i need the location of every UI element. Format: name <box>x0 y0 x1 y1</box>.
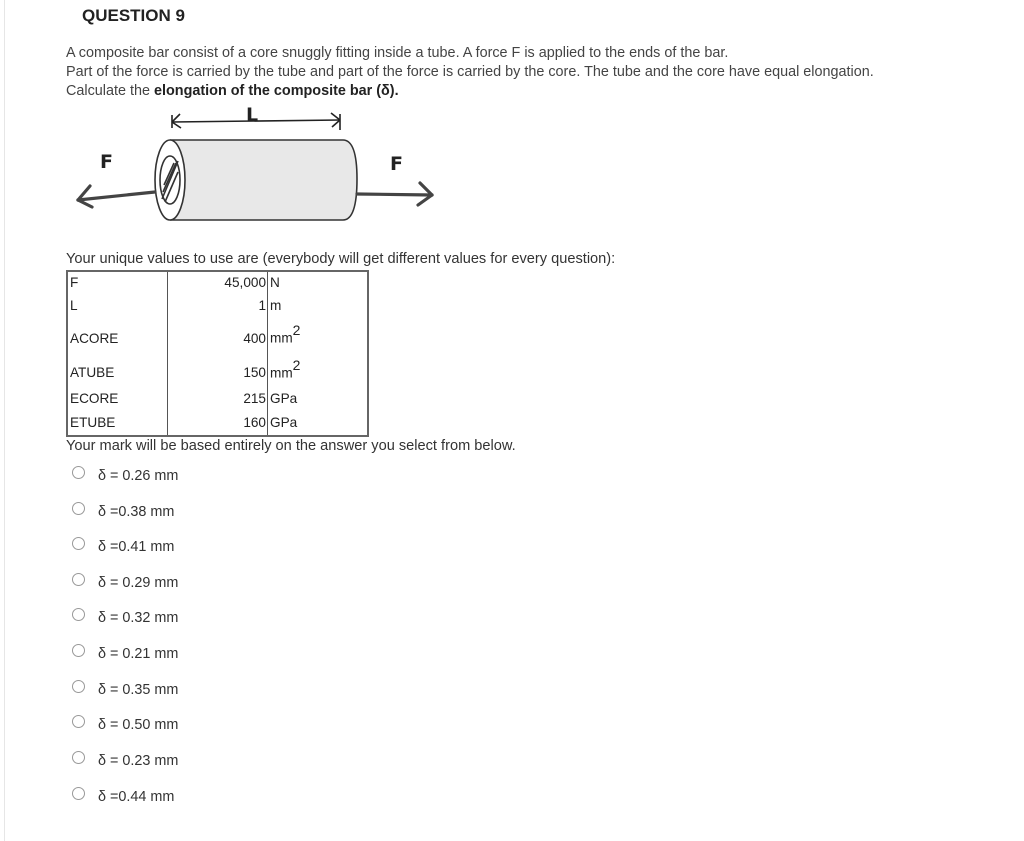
statement-line-3-bold: elongation of the composite bar (δ). <box>154 83 399 99</box>
length-label: L <box>246 106 259 126</box>
statement-line-1: A composite bar consist of a core snuggly fitting inside a tube. A force F is applied to the ends of the bar. <box>66 45 729 61</box>
radio-button[interactable] <box>72 644 85 657</box>
value-number: 45,000 <box>168 271 268 293</box>
composite-bar-figure <box>60 106 460 256</box>
value-unit: GPa <box>268 411 369 436</box>
answer-option-label[interactable]: δ =0.41 mm <box>98 539 175 555</box>
value-unit: m <box>268 293 369 318</box>
radio-button[interactable] <box>72 787 85 800</box>
values-row-f <box>67 271 368 293</box>
answer-option-label[interactable]: δ = 0.21 mm <box>98 646 179 662</box>
radio-button[interactable] <box>72 537 85 550</box>
answer-option[interactable] <box>72 502 174 522</box>
radio-button[interactable] <box>72 466 85 479</box>
question-title: QUESTION 9 <box>82 6 185 25</box>
mark-note: Your mark will be based entirely on the answer you select from below. <box>66 438 516 454</box>
answer-option[interactable] <box>72 573 178 593</box>
radio-button[interactable] <box>72 608 85 621</box>
answer-option[interactable] <box>72 715 178 735</box>
value-name: ACORE <box>70 330 119 346</box>
answer-option-label[interactable]: δ = 0.50 mm <box>98 717 179 733</box>
statement-line-3-prefix: Calculate the <box>66 83 154 99</box>
statement-line-3 <box>66 83 399 99</box>
left-force-arrow <box>78 186 155 207</box>
composite-bar-drawing <box>155 140 357 220</box>
value-number: 1 <box>168 293 268 318</box>
value-name: ECORE <box>70 391 119 407</box>
value-number: 150 <box>168 353 268 388</box>
answer-option-label[interactable]: δ = 0.29 mm <box>98 575 179 591</box>
answer-option[interactable] <box>72 680 178 700</box>
answer-option-label[interactable]: δ =0.44 mm <box>98 789 175 805</box>
values-row-acore <box>67 318 368 353</box>
values-intro: Your unique values to use are (everybody will get different values for every question): <box>66 251 616 267</box>
answer-option[interactable] <box>72 644 178 664</box>
value-unit <box>268 318 369 353</box>
right-force-arrow <box>357 183 432 205</box>
radio-button[interactable] <box>72 573 85 586</box>
value-name: ATUBE <box>70 365 115 381</box>
values-table <box>66 270 369 437</box>
value-number: 400 <box>168 318 268 353</box>
values-row-atube <box>67 353 368 388</box>
values-row-ecore <box>67 387 368 411</box>
unit-exponent: 2 <box>292 356 301 373</box>
unit-exponent: 2 <box>292 322 301 338</box>
value-unit: N <box>268 271 369 293</box>
answer-option-label[interactable]: δ = 0.26 mm <box>98 468 179 484</box>
answer-option[interactable] <box>72 466 178 486</box>
value-unit: GPa <box>268 387 369 411</box>
answer-option[interactable] <box>72 537 174 557</box>
values-row-l <box>67 293 368 318</box>
answer-option-label[interactable]: δ = 0.23 mm <box>98 753 179 769</box>
page-left-border <box>4 0 5 841</box>
unit-base: mm <box>270 330 293 346</box>
radio-button[interactable] <box>72 751 85 764</box>
radio-button[interactable] <box>72 502 85 515</box>
value-name: L <box>70 298 78 313</box>
radio-button[interactable] <box>72 680 85 693</box>
answer-option-label[interactable]: δ = 0.35 mm <box>98 682 179 698</box>
value-unit <box>268 353 369 388</box>
answer-option[interactable] <box>72 751 178 771</box>
answer-option-label[interactable]: δ =0.38 mm <box>98 504 175 520</box>
radio-button[interactable] <box>72 715 85 728</box>
left-force-label: F <box>100 151 113 173</box>
answer-option[interactable] <box>72 787 174 807</box>
values-row-etube <box>67 411 368 436</box>
value-number: 215 <box>168 387 268 411</box>
statement-line-2: Part of the force is carried by the tube and part of the force is carried by the core. The tube and the core have equal elongation. <box>66 64 874 80</box>
answer-option-label[interactable]: δ = 0.32 mm <box>98 610 179 626</box>
unit-base: mm <box>270 365 293 381</box>
value-name: ETUBE <box>70 415 116 431</box>
answer-option[interactable] <box>72 608 178 628</box>
value-number: 160 <box>168 411 268 436</box>
value-name: F <box>70 275 79 290</box>
right-force-label: F <box>390 153 403 175</box>
